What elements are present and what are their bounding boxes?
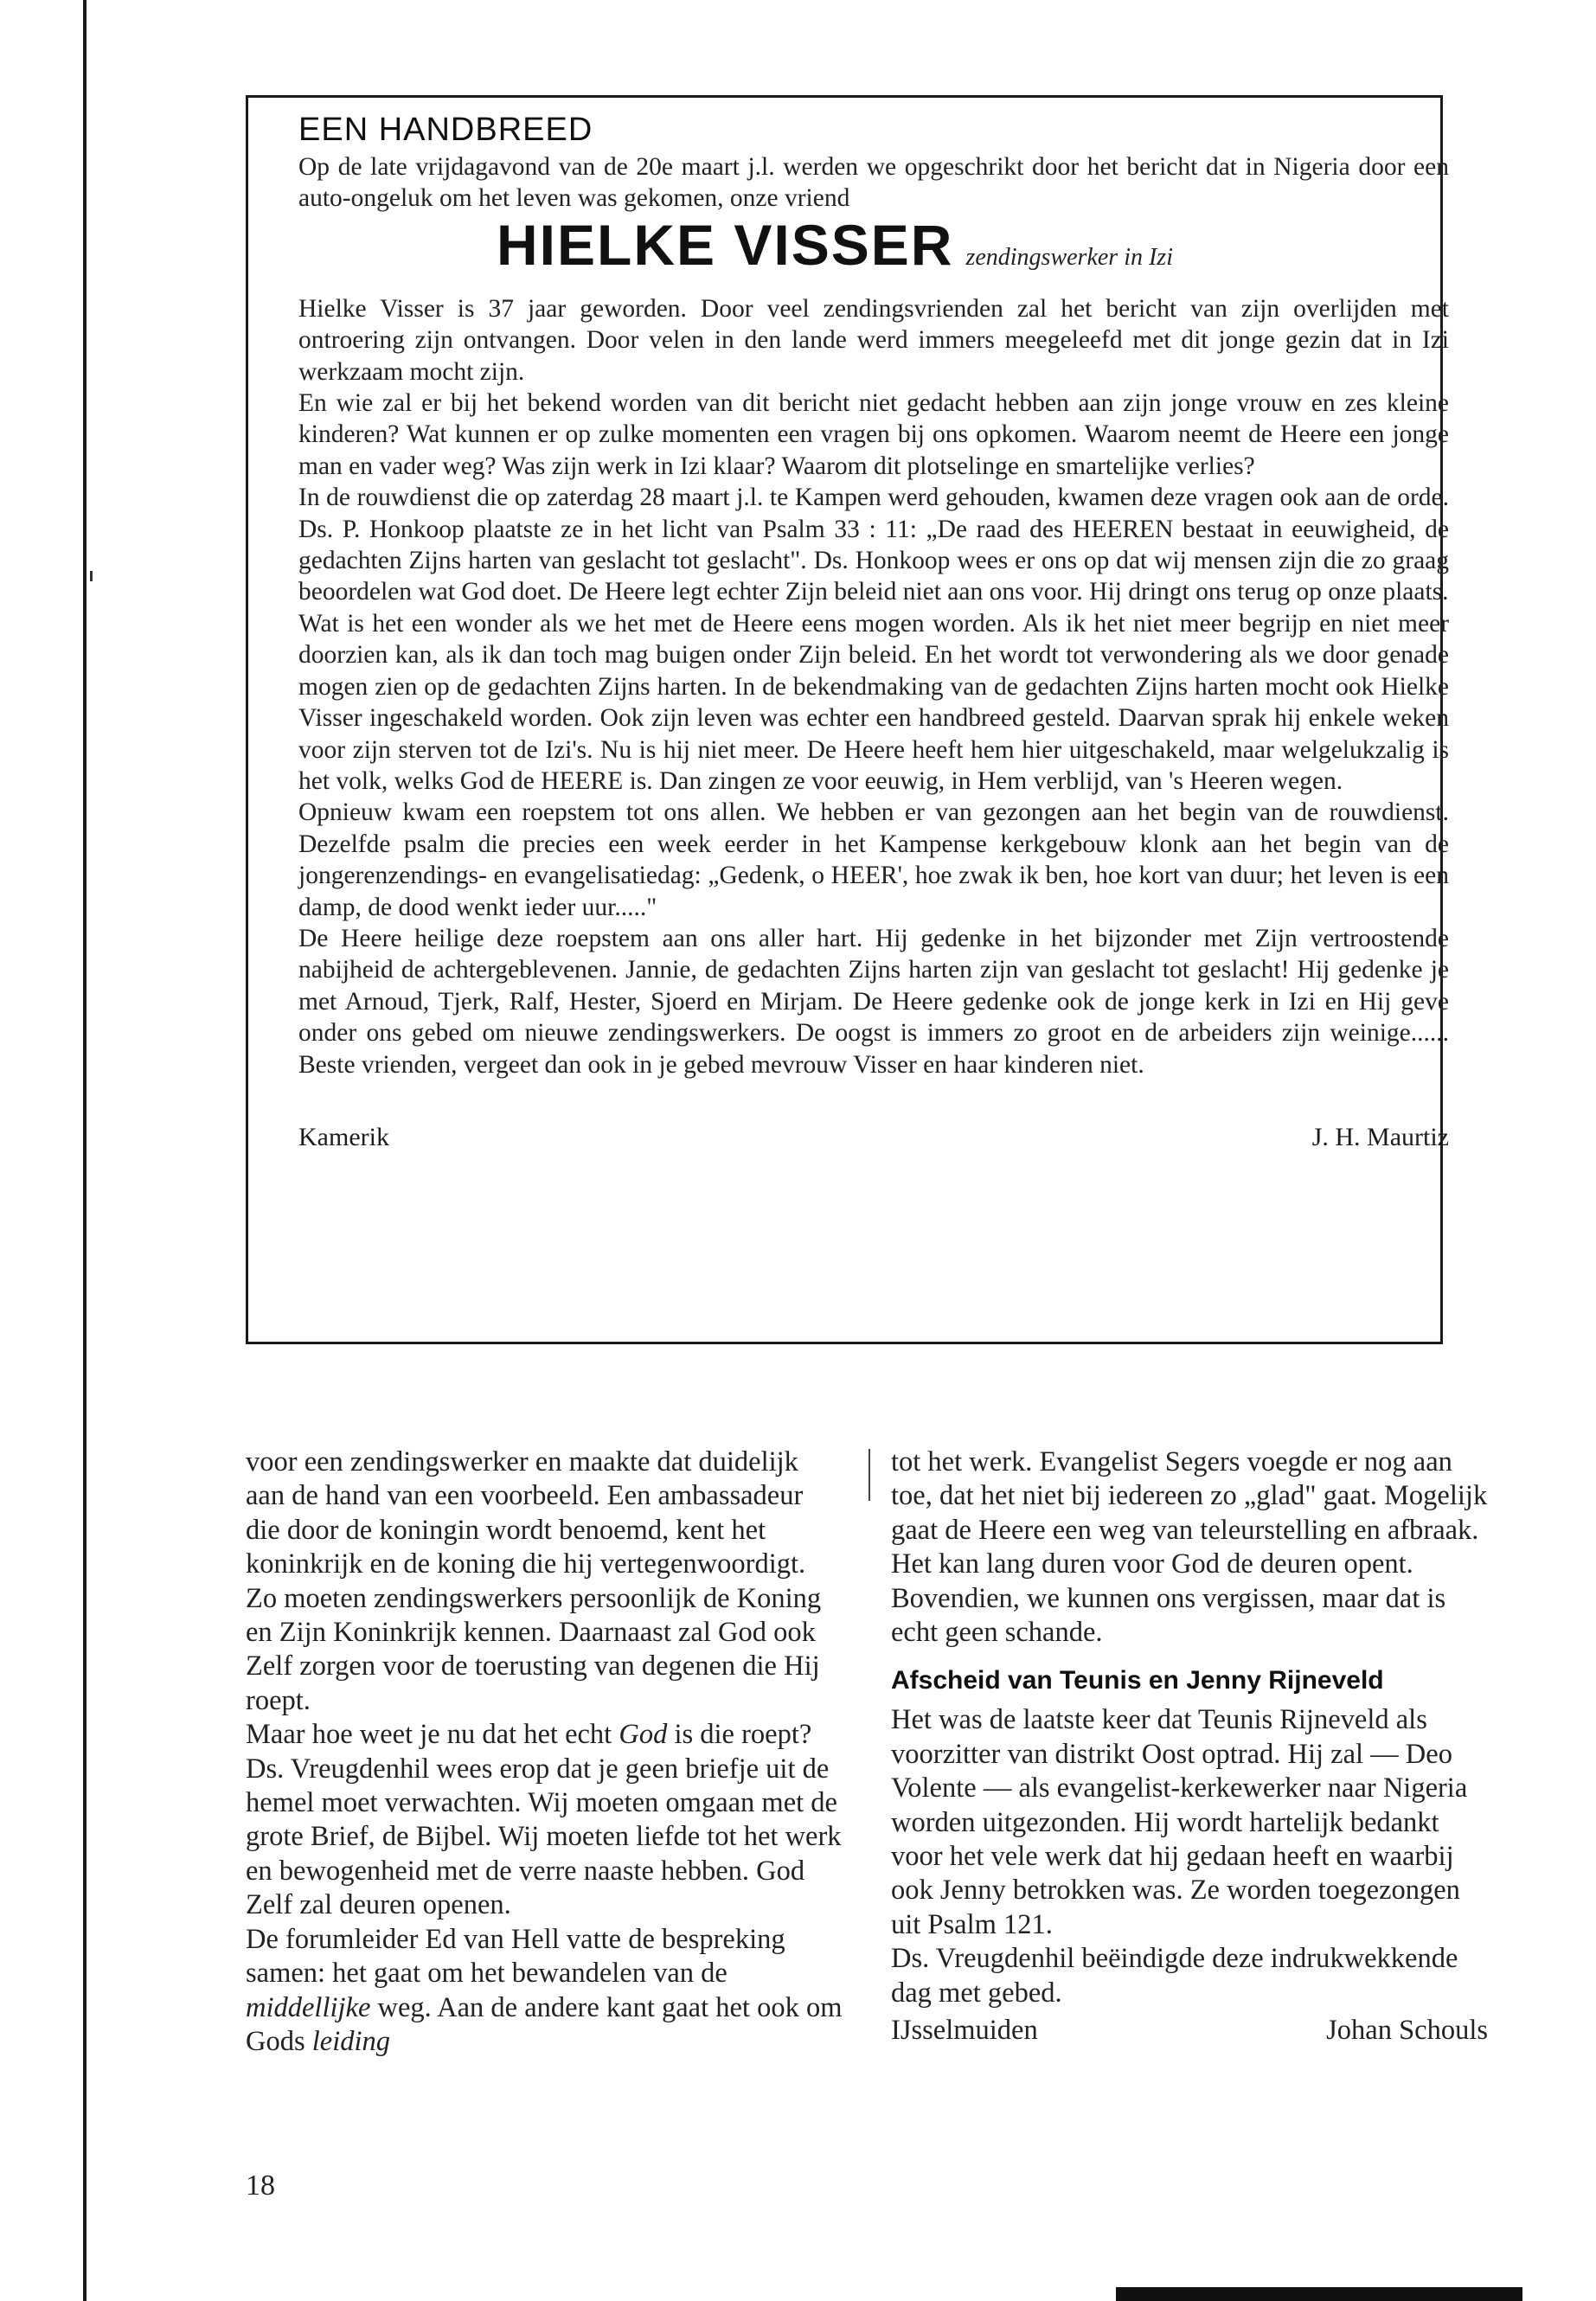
obituary-paragraph: In de rouwdienst die op zaterdag 28 maart j.l. te Kampen werd gehouden, kwamen deze vragen ook aan de orde. Ds. P. Honkoop plaatste ze in het licht van Psalm 33 : 11: „De raad des HEEREN bestaat in eeuwigheid, de gedachten Zijns harten van geslacht tot geslacht". Ds. Honkoop wees er ons op dat wij mensen zijn die zo graag beoordelen wat God doet. De Heere legt echter Zijn beleid niet aan ons voor. Hij dringt ons terug op onze plaats. — [298, 484, 1449, 606]
article-author: Johan Schouls — [1326, 2015, 1488, 2047]
left-paragraph: Maar hoe weet je nu dat het echt God is die roept? Ds. Vreugdenhil wees erop dat je geen briefje uit de hemel moet verwachten. Wij moeten omgaan met de grote Brief, de Bijbel. Wij moeten liefde tot het werk en bewogenheid met de verre naaste hebben. God Zelf zal deuren openen. — [246, 1719, 842, 1921]
right-paragraph: Ds. Vreugdenhil beëindigde deze indrukwekkende dag met gebed. — [891, 1943, 1458, 2009]
section-subheading: Afscheid van Teunis en Jenny Rijneveld — [891, 1666, 1384, 1695]
obituary-signature — [298, 1122, 1449, 1153]
obituary-name-row — [298, 213, 1449, 293]
left-paragraph: voor een zendingswerker en maakte dat duidelijk aan de hand van een voorbeeld. Een ambassadeur die door de koningin wordt benoemd, kent het koninkrijk en de koning die hij vertegenwoordigt. Zo moeten zendingswerkers persoonlijk de Koning en Zijn Koninkrijk kennen. Daarnaast zal God ook Zelf zorgen voor de toerusting van degenen die Hij roept. — [246, 1446, 822, 1716]
obituary-paragraph: En wie zal er bij het bekend worden van dit bericht niet gedacht hebben aan zijn jonge vrouw en zes kleine kinderen? Wat kunnen er op zulke momenten een vragen bij ons opkomen. Waarom neemt de Heere een jonge man en vader weg? Was zijn werk in Izi klaar? Waarom dit plotselinge en smartelijke verlies? — [298, 389, 1449, 480]
article-signature — [891, 2014, 1488, 2048]
obituary-paragraph: Wat is het een wonder als we het met de Heere eens mogen worden. Als ik het niet meer begrijp en niet meer doorzien kan, als ik dan toch mag buigen onder Zijn beleid. En het wordt tot verwondering als we door genade mogen zien op de gedachten Zijns harten. In de bekendmaking van de gedachten Zijns harten mocht ook Hielke Visser ingeschakeld worden. Ook zijn leven was echter een handbreed gesteld. Daarvan sprak hij enkele weken voor zijn sterven tot de Izi's. Nu is hij niet meer. De Heere heeft hem hier uitgeschakeld, maar welgelukzalig is het volk, welks God de HEERE is. Dan zingen ze voor eeuwig, in Hem verblijd, van 's Heeren wegen. — [298, 609, 1449, 795]
obituary-intro: Op de late vrijdagavond van de 20e maart j.l. werden we opgeschrikt door het bericht dat in Nigeria door een auto-ongeluk om het leven was gekomen, onze vriend — [298, 153, 1449, 213]
scan-mark — [90, 571, 93, 581]
obituary-author: J. H. Maurtiz — [1311, 1122, 1449, 1151]
obituary-paragraph: De Heere heilige deze roepstem aan ons aller hart. Hij gedenke in het bijzonder met Zijn vertroostende nabijheid de achtergeblevenen. Jannie, de gedachten Zijns harten zijn van geslacht tot geslacht! Hij gedenke je met Arnoud, Tjerk, Ralf, Hester, Sjoerd en Mirjam. De Heere gedenke ook de jonge kerk in Izi en Hij geve onder ons gebed om nieuwe zendingswerkers. De oogst is immers zo groot en de arbeiders zijn weinige...... Beste vrienden, vergeet dan ook in je gebed mevrouw Visser en haar kinderen niet. — [298, 924, 1449, 1079]
scan-edge-bar — [1116, 2287, 1522, 2301]
right-paragraph: tot het werk. Evangelist Segers voegde er nog aan toe, dat het niet bij iedereen zo „glad" gaat. Mogelijk gaat de Heere een weg van teleurstelling en afbraak. Het kan lang duren voor God de deuren opent. Bovendien, we kunnen ons vergissen, maar dat is echt geen schande. — [891, 1446, 1488, 1649]
obituary-content — [298, 108, 1449, 1153]
obituary-place: Kamerik — [298, 1122, 389, 1151]
binding-line — [83, 0, 87, 2301]
obituary-box — [246, 95, 1449, 1344]
column-divider — [869, 1449, 870, 1501]
left-column — [246, 1445, 843, 2059]
page-number: 18 — [246, 2170, 275, 2202]
obituary-name: HIELKE VISSER — [497, 212, 954, 277]
right-column — [891, 1445, 1488, 2048]
obituary-heading: EEN HANDBREED — [298, 112, 593, 148]
obituary-paragraph: Opnieuw kwam een roepstem tot ons allen. We hebben er van gezongen aan het begin van de rouwdienst. Dezelfde psalm die precies een week eerder in het Kampense kerkgebouw klonk aan het begin van de jongerenzendings- en evangelisatiedag: „Gedenk, o HEER', hoe zwak ik ben, hoe kort van duur; het leven is een damp, de dood wenkt ieder uur....." — [298, 798, 1449, 921]
article-place: IJsselmuiden — [891, 2015, 1038, 2047]
obituary-subtitle: zendingswerker in Izi — [965, 243, 1173, 271]
obituary-paragraph: Hielke Visser is 37 jaar geworden. Door veel zendingsvrienden zal het bericht van zijn overlijden met ontroering zijn ontvangen. Door velen in den lande werd immers meegeleefd met dit jonge gezin dat in Izi werkzaam mocht zijn. — [298, 294, 1449, 386]
right-paragraph: Het was de laatste keer dat Teunis Rijneveld als voorzitter van distrikt Oost optrad. Hij zal — Deo Volente — als evangelist-kerkewerker naar Nigeria worden uitgezonden. Hij wordt hartelijk bedankt voor het vele werk dat hij gedaan heeft en waarbij ook Jenny betrokken was. Ze worden toegezongen uit Psalm 121. — [891, 1704, 1468, 1940]
left-paragraph: De forumleider Ed van Hell vatte de bespreking samen: het gaat om het bewandelen van de middellijke weg. Aan de andere kant gaat het ook om Gods leiding — [246, 1923, 843, 2057]
